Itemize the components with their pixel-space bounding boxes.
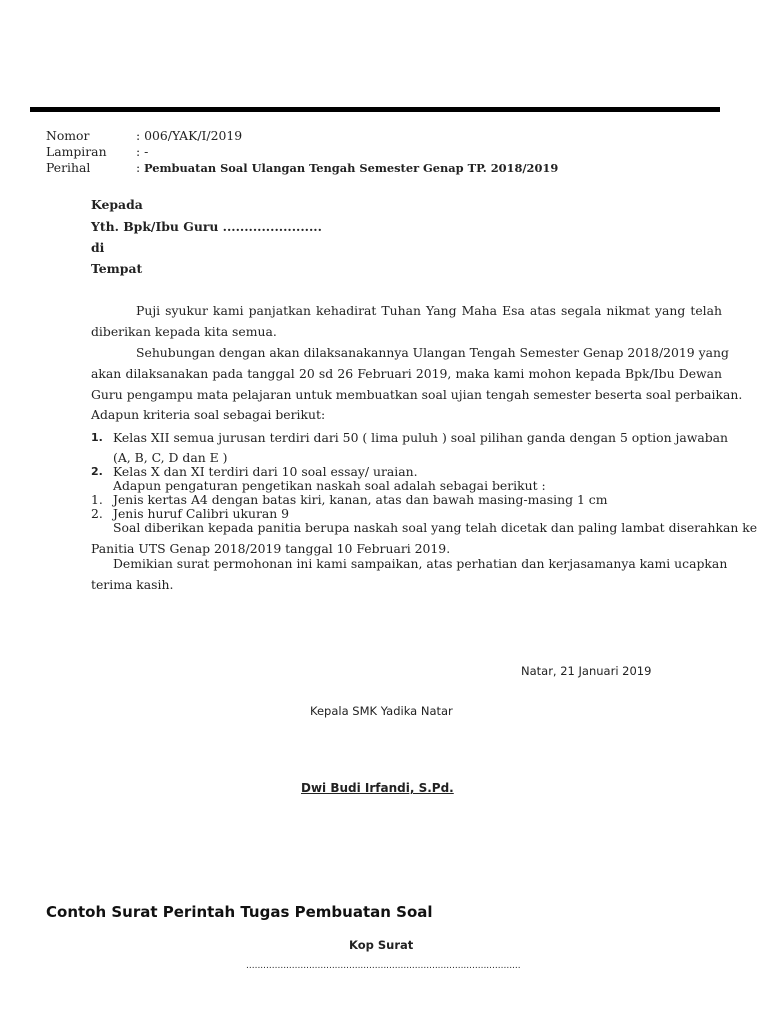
perihal-colon: : bbox=[136, 160, 141, 175]
place-date: Natar, 21 Januari 2019 bbox=[521, 664, 652, 678]
top-divider bbox=[30, 107, 720, 112]
recipient-kepada: Kepada bbox=[91, 197, 143, 212]
signatory-position: Kepala SMK Yadika Natar bbox=[310, 704, 453, 718]
recipient-tempat: Tempat bbox=[91, 261, 143, 276]
paragraph-2-line-2: akan dilaksanakan pada tanggal 20 sd 26 Februari 2019, maka kami mohon kepada Bpk/Ibu Dewan bbox=[91, 366, 722, 381]
nomor-value: : 006/YAK/I/2019 bbox=[136, 128, 243, 143]
criteria-item-2-number: 2. bbox=[91, 465, 103, 478]
criteria-item-2: Kelas X dan XI terdiri dari 10 soal essay/ uraian. bbox=[113, 464, 418, 479]
paragraph-2-line-4: Adapun kriteria soal sebagai berikut: bbox=[91, 407, 326, 422]
paragraph-5-line-2: terima kasih. bbox=[91, 577, 174, 592]
recipient-di: di bbox=[91, 240, 105, 255]
nomor-label: Nomor bbox=[46, 128, 90, 143]
recipient-yth: Yth. Bpk/Ibu Guru ....................... bbox=[91, 219, 322, 234]
signatory-name: Dwi Budi Irfandi, S.Pd. bbox=[301, 781, 454, 795]
kop-surat-dots: ................................................................................................ bbox=[246, 961, 521, 971]
perihal-label: Perihal bbox=[46, 160, 91, 175]
paragraph-5-line-1: Demikian surat permohonan ini kami sampaikan, atas perhatian dan kerjasamanya kami ucapkan bbox=[113, 556, 728, 571]
lampiran-value: : - bbox=[136, 144, 149, 159]
criteria-item-1-number: 1. bbox=[91, 431, 103, 444]
paragraph-2-line-1: Sehubungan dengan akan dilaksanakannya Ulangan Tengah Semester Genap 2018/2019 yang bbox=[136, 345, 729, 360]
paragraph-3: Adapun pengaturan pengetikan naskah soal adalah sebagai berikut : bbox=[113, 478, 546, 493]
perihal-value: Pembuatan Soal Ulangan Tengah Semester Genap TP. 2018/2019 bbox=[144, 161, 559, 175]
format-item-1: Jenis kertas A4 dengan batas kiri, kanan, atas dan bawah masing-masing 1 cm bbox=[113, 492, 608, 507]
paragraph-4-line-2: Panitia UTS Genap 2018/2019 tanggal 10 Februari 2019. bbox=[91, 541, 451, 556]
format-item-1-number: 1. bbox=[91, 492, 103, 507]
kop-surat-label: Kop Surat bbox=[349, 938, 414, 952]
paragraph-2-line-3: Guru pengampu mata pelajaran untuk membuatkan soal ujian tengah semester beserta soal perbaikan. bbox=[91, 387, 743, 402]
paragraph-1-line-2: diberikan kepada kita semua. bbox=[91, 324, 277, 339]
section-heading: Contoh Surat Perintah Tugas Pembuatan Soal bbox=[46, 903, 433, 921]
criteria-item-1-line-2: (A, B, C, D dan E ) bbox=[113, 450, 228, 465]
lampiran-label: Lampiran bbox=[46, 144, 107, 159]
format-item-2: Jenis huruf Calibri ukuran 9 bbox=[113, 506, 290, 521]
paragraph-1-line-1: Puji syukur kami panjatkan kehadirat Tuhan Yang Maha Esa atas segala nikmat yang telah bbox=[136, 303, 722, 318]
paragraph-4-line-1: Soal diberikan kepada panitia berupa naskah soal yang telah dicetak dan paling lambat diserahkan ke bbox=[113, 520, 758, 535]
criteria-item-1-line-1: Kelas XII semua jurusan terdiri dari 50 ( lima puluh ) soal pilihan ganda dengan 5 option jawaban bbox=[113, 430, 729, 445]
format-item-2-number: 2. bbox=[91, 506, 103, 521]
